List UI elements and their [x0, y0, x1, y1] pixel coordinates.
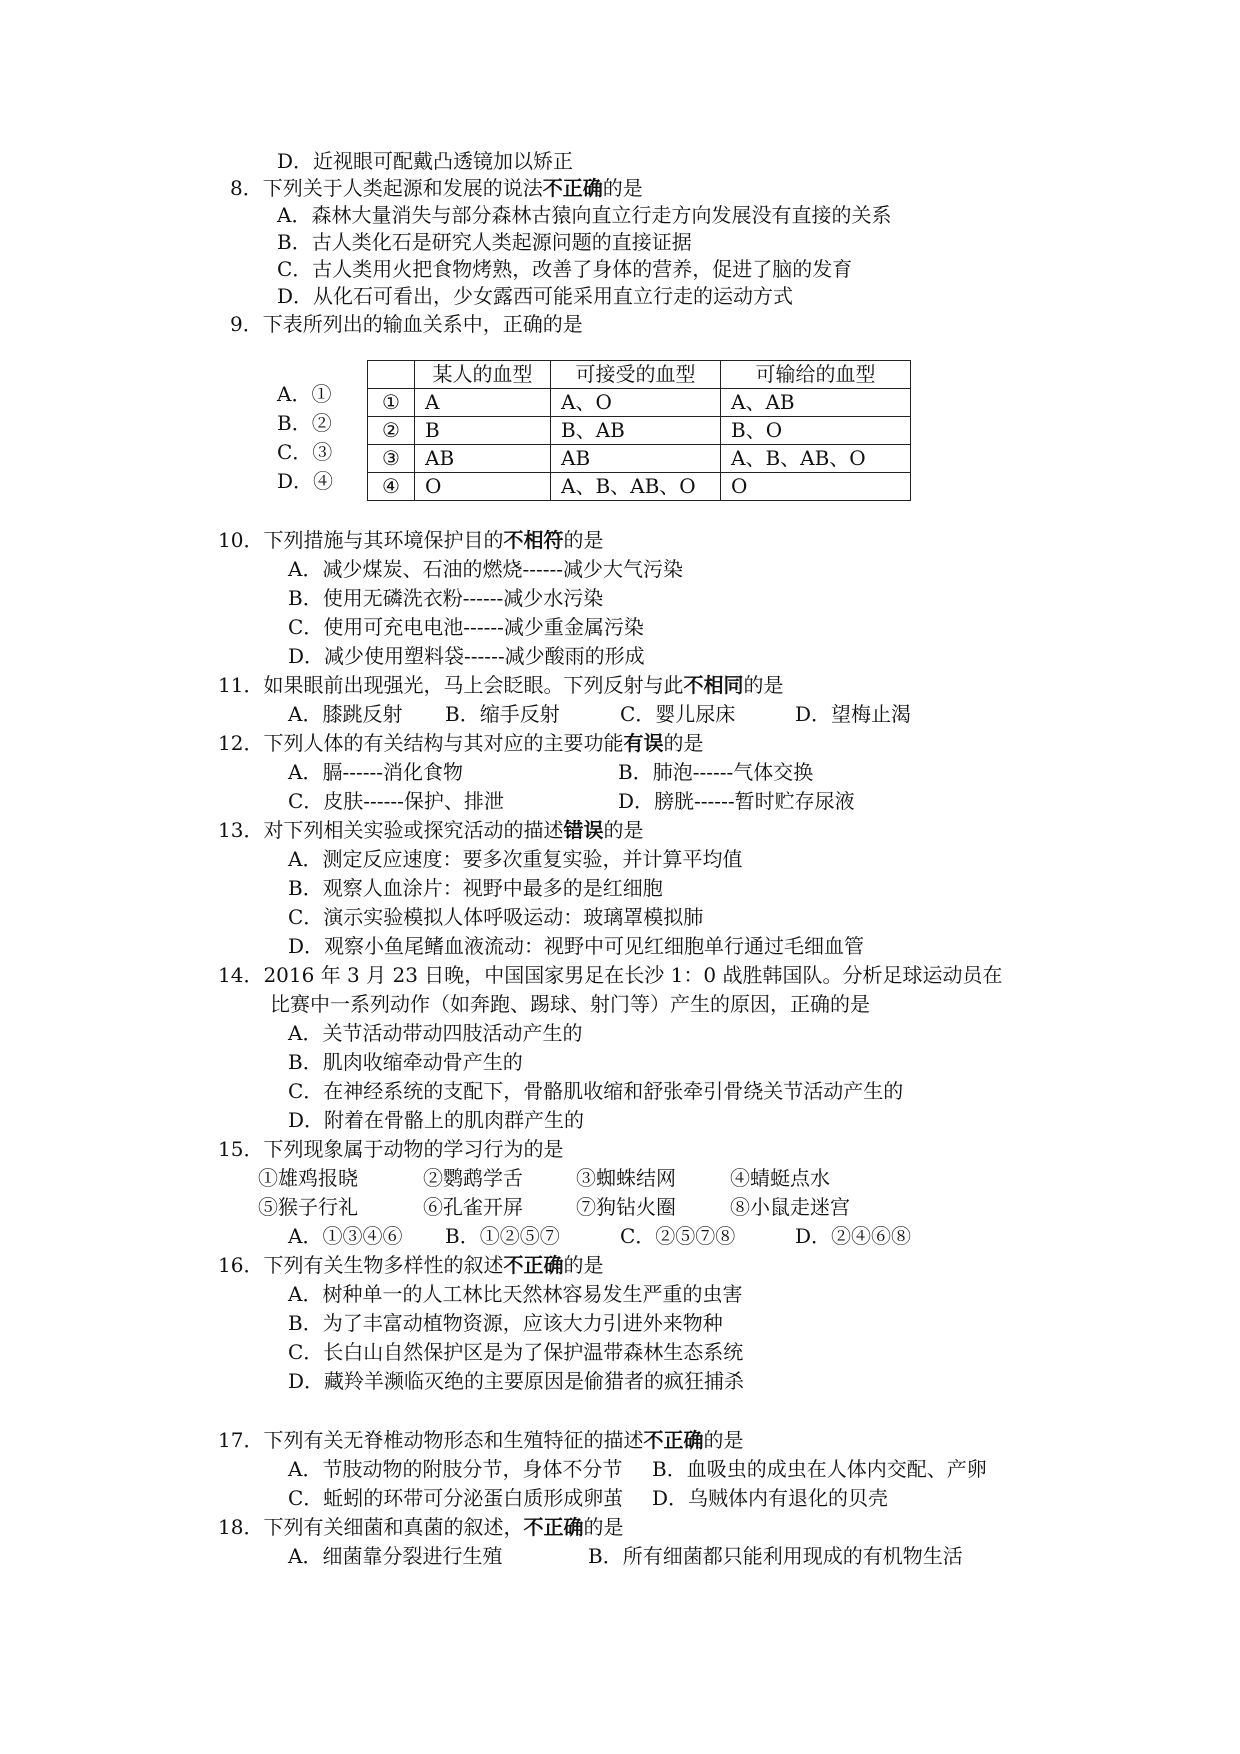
table-cell: O	[721, 473, 911, 501]
q18-option-b: B．所有细菌都只能利用现成的有机物生活	[588, 1544, 963, 1568]
q10-stem: 10．下列措施与其环境保护目的不相符的是	[218, 528, 604, 552]
q12-option-d: D．膀胱------暂时贮存尿液	[618, 789, 855, 813]
q14-option-a: A．关节活动带动四肢活动产生的	[288, 1021, 583, 1045]
q15-item: ①雄鸡报晓	[258, 1166, 358, 1190]
table-cell: A、O	[551, 389, 721, 417]
table-cell: ③	[368, 445, 415, 473]
q14-stem-line2: 比赛中一系列动作（如奔跑、踢球、射门等）产生的原因，正确的是	[270, 992, 870, 1016]
q17-option-a: A．节肢动物的附肢分节，身体不分节	[288, 1457, 623, 1481]
q11-option-d: D．望梅止渴	[795, 702, 912, 726]
q12-option-a: A．膈------消化食物	[288, 760, 463, 784]
table-cell: O	[415, 473, 551, 501]
table-cell: B、AB	[551, 417, 721, 445]
q13-stem: 13．对下列相关实验或探究活动的描述错误的是	[218, 818, 644, 842]
q16-option-c: C．长白山自然保护区是为了保护温带森林生态系统	[288, 1340, 744, 1364]
q8-option-a: A．森林大量消失与部分森林古猿向直立行走方向发展没有直接的关系	[277, 203, 892, 227]
q15-stem: 15．下列现象属于动物的学习行为的是	[218, 1137, 564, 1161]
q15-item: ⑤猴子行礼	[258, 1195, 358, 1219]
table-row	[368, 473, 911, 501]
q15-item: ⑦狗钻火圈	[576, 1195, 676, 1219]
q8-stem: 8．下列关于人类起源和发展的说法不正确的是	[230, 176, 643, 200]
table-cell: B	[415, 417, 551, 445]
q14-option-c: C．在神经系统的支配下，骨骼肌收缩和舒张牵引骨绕关节活动产生的	[288, 1079, 904, 1103]
table-cell: A、B、AB、O	[721, 445, 911, 473]
q10-option-a: A．减少煤炭、石油的燃烧------减少大气污染	[288, 557, 683, 581]
table-header-cell: 可输给的血型	[721, 361, 911, 389]
q15-item: ⑥孔雀开屏	[423, 1195, 523, 1219]
table-cell: AB	[415, 445, 551, 473]
q14-option-d: D．附着在骨骼上的肌肉群产生的	[288, 1108, 585, 1132]
q17-option-c: C．蚯蚓的环带可分泌蛋白质形成卵茧	[288, 1486, 624, 1510]
q15-option-b: B．①②⑤⑦	[445, 1224, 560, 1248]
table-row	[368, 445, 911, 473]
q17-option-d: D．乌贼体内有退化的贝壳	[652, 1486, 889, 1510]
table-header-cell: 可接受的血型	[551, 361, 721, 389]
table-cell: A、B、AB、O	[551, 473, 721, 501]
q9-option-b: B．②	[277, 411, 332, 435]
q17-option-b: B．血吸虫的成虫在人体内交配、产卵	[652, 1457, 987, 1481]
blood-type-table	[367, 360, 911, 501]
table-row	[368, 389, 911, 417]
q8-option-b: B．古人类化石是研究人类起源问题的直接证据	[277, 230, 692, 254]
q16-option-d: D．藏羚羊濒临灭绝的主要原因是偷猎者的疯狂捕杀	[288, 1369, 745, 1393]
q12-option-b: B．肺泡------气体交换	[618, 760, 814, 784]
q10-option-d: D．减少使用塑料袋------减少酸雨的形成	[288, 644, 645, 668]
table-cell: A	[415, 389, 551, 417]
q10-option-b: B．使用无磷洗衣粉------减少水污染	[288, 586, 604, 610]
q11-stem: 11．如果眼前出现强光，马上会眨眼。下列反射与此不相同的是	[218, 673, 784, 697]
q9-stem: 9．下表所列出的输血关系中，正确的是	[230, 312, 583, 336]
table-header-row	[368, 361, 911, 389]
q7-option-d: D．近视眼可配戴凸透镜加以矫正	[277, 149, 574, 173]
q15-option-a: A．①③④⑥	[288, 1224, 403, 1248]
q8-option-c: C．古人类用火把食物烤熟，改善了身体的营养，促进了脑的发育	[277, 257, 853, 281]
q15-item: ②鹦鹉学舌	[423, 1166, 523, 1190]
table-cell: ④	[368, 473, 415, 501]
q15-item: ⑧小鼠走迷宫	[730, 1195, 850, 1219]
q10-option-c: C．使用可充电电池------减少重金属污染	[288, 615, 644, 639]
q9-option-a: A．①	[277, 382, 332, 406]
q9-option-d: D．④	[277, 469, 334, 493]
q8-option-d: D．从化石可看出，少女露西可能采用直立行走的运动方式	[277, 284, 794, 308]
q13-option-c: C．演示实验模拟人体呼吸运动：玻璃罩模拟肺	[288, 905, 704, 929]
table-header-cell	[368, 361, 415, 389]
q16-option-a: A．树种单一的人工林比天然林容易发生严重的虫害	[288, 1282, 743, 1306]
table-cell: B、O	[721, 417, 911, 445]
q15-item: ④蜻蜓点水	[730, 1166, 830, 1190]
table-cell: A、AB	[721, 389, 911, 417]
q13-option-a: A．测定反应速度：要多次重复实验，并计算平均值	[288, 847, 743, 871]
q9-option-c: C．③	[277, 440, 333, 464]
q15-option-c: C．②⑤⑦⑧	[620, 1224, 736, 1248]
q12-stem: 12．下列人体的有关结构与其对应的主要功能有误的是	[218, 731, 704, 755]
table-row	[368, 417, 911, 445]
q18-stem: 18．下列有关细菌和真菌的叙述，不正确的是	[218, 1515, 624, 1539]
table-cell: AB	[551, 445, 721, 473]
q16-option-b: B．为了丰富动植物资源，应该大力引进外来物种	[288, 1311, 723, 1335]
q13-option-d: D．观察小鱼尾鳍血液流动：视野中可见红细胞单行通过毛细血管	[288, 934, 865, 958]
q15-item: ③蜘蛛结网	[576, 1166, 676, 1190]
q11-option-b: B．缩手反射	[445, 702, 560, 726]
q12-option-c: C．皮肤------保护、排泄	[288, 789, 504, 813]
q18-option-a: A．细菌靠分裂进行生殖	[288, 1544, 503, 1568]
table-cell: ②	[368, 417, 415, 445]
q13-option-b: B．观察人血涂片：视野中最多的是红细胞	[288, 876, 663, 900]
q16-stem: 16．下列有关生物多样性的叙述不正确的是	[218, 1253, 604, 1277]
q15-option-d: D．②④⑥⑧	[795, 1224, 912, 1248]
q14-option-b: B．肌肉收缩牵动骨产生的	[288, 1050, 523, 1074]
q14-stem-line1: 14．2016 年 3 月 23 日晚，中国国家男足在长沙 1：0 战胜韩国队。分析足球运动员在	[218, 963, 1003, 987]
table-header-cell: 某人的血型	[415, 361, 551, 389]
q17-stem: 17．下列有关无脊椎动物形态和生殖特征的描述不正确的是	[218, 1428, 744, 1452]
q11-option-a: A．膝跳反射	[288, 702, 403, 726]
q11-option-c: C．婴儿尿床	[620, 702, 736, 726]
table-cell: ①	[368, 389, 415, 417]
